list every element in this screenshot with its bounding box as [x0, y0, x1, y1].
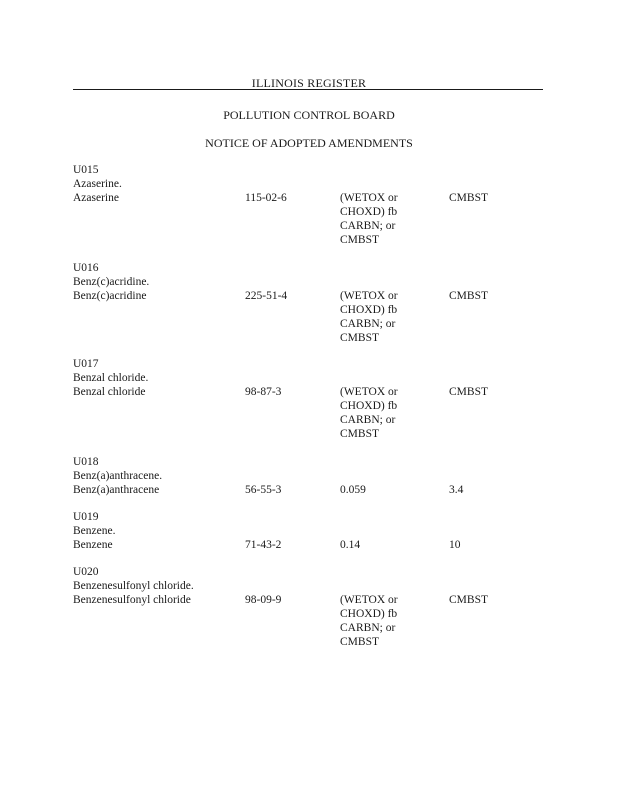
wastewater-line: CARBN; or	[340, 622, 396, 634]
wastewater-line: CHOXD) fb	[340, 400, 398, 412]
standard-row	[73, 483, 543, 539]
waste-code: U017	[73, 358, 99, 370]
wastewater-line: CHOXD) fb	[340, 206, 398, 218]
wastewater-line: CARBN; or	[340, 414, 396, 426]
waste-code: U015	[73, 164, 99, 176]
cas-number: 56-55-3	[245, 484, 282, 496]
nonwastewater-standard: 3.4	[449, 484, 464, 496]
common-name: Benz(c)acridine	[73, 290, 147, 302]
cas-number: 225-51-4	[245, 290, 288, 302]
waste-name: Benz(a)anthracene.	[73, 470, 163, 482]
waste-name: Azaserine.	[73, 178, 122, 190]
nonwastewater-standard: CMBST	[449, 290, 488, 302]
wastewater-line: CMBST	[340, 332, 379, 344]
wastewater-line: CHOXD) fb	[340, 608, 398, 620]
waste-code: U019	[73, 511, 99, 523]
common-name: Benzene	[73, 539, 113, 551]
cas-number: 115-02-6	[245, 192, 287, 204]
register-title: ILLINOIS REGISTER	[251, 76, 367, 90]
wastewater-line: CARBN; or	[340, 318, 396, 330]
common-name: Azaserine	[73, 192, 119, 204]
wastewater-line: (WETOX or	[340, 290, 398, 302]
waste-code: U016	[73, 262, 99, 274]
waste-name: Benzene.	[73, 525, 116, 537]
wastewater-standard	[340, 385, 430, 441]
wastewater-line: 0.059	[340, 484, 366, 496]
nonwastewater-standard: 10	[449, 539, 461, 551]
waste-code: U018	[73, 456, 99, 468]
waste-name: Benz(c)acridine.	[73, 276, 150, 288]
waste-name: Benzal chloride.	[73, 372, 149, 384]
wastewater-line: CMBST	[340, 636, 379, 648]
wastewater-standard	[340, 191, 430, 247]
standard-row	[73, 593, 543, 649]
wastewater-line: (WETOX or	[340, 192, 398, 204]
wastewater-line: (WETOX or	[340, 386, 398, 398]
wastewater-line: CHOXD) fb	[340, 304, 398, 316]
nonwastewater-standard: CMBST	[449, 594, 488, 606]
waste-code: U020	[73, 566, 99, 578]
nonwastewater-standard: CMBST	[449, 386, 488, 398]
nonwastewater-standard: CMBST	[449, 192, 488, 204]
wastewater-standard	[340, 483, 430, 497]
wastewater-standard	[340, 538, 430, 552]
common-name: Benzal chloride	[73, 386, 146, 398]
standard-row	[73, 289, 543, 345]
common-name: Benz(a)anthracene	[73, 484, 160, 496]
waste-name: Benzenesulfonyl chloride.	[73, 580, 194, 592]
notice-title: NOTICE OF ADOPTED AMENDMENTS	[205, 136, 413, 150]
wastewater-standard	[340, 289, 430, 345]
board-name: POLLUTION CONTROL BOARD	[223, 108, 395, 122]
standard-row	[73, 191, 543, 247]
cas-number: 71-43-2	[245, 539, 282, 551]
wastewater-line: 0.14	[340, 539, 361, 551]
common-name: Benzenesulfonyl chloride	[73, 594, 191, 606]
wastewater-line: CMBST	[340, 234, 379, 246]
wastewater-line: (WETOX or	[340, 594, 398, 606]
wastewater-line: CMBST	[340, 428, 379, 440]
standard-row	[73, 385, 543, 441]
header-rule	[73, 89, 543, 90]
wastewater-standard	[340, 593, 430, 649]
cas-number: 98-09-9	[245, 594, 282, 606]
wastewater-line: CARBN; or	[340, 220, 396, 232]
cas-number: 98-87-3	[245, 386, 282, 398]
